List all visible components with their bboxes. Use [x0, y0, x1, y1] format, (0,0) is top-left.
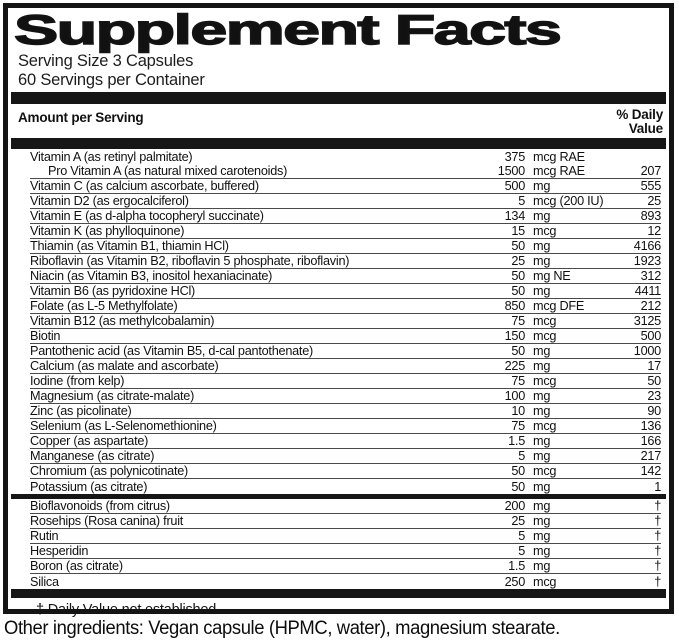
row-amount: 50	[511, 283, 525, 298]
row-daily-value: 166	[640, 433, 661, 448]
row-daily-value: 4166	[633, 238, 661, 253]
row-unit: mg	[533, 448, 551, 463]
supplement-row	[30, 389, 661, 404]
supplement-row	[30, 269, 661, 284]
row-daily-value: 4411	[634, 283, 661, 298]
row-nutrient-name: Vitamin B12 (as methylcobalamin)	[30, 313, 215, 328]
row-amount: 1500	[497, 163, 525, 178]
servings-per-container: 60 Servings per Container	[18, 70, 205, 89]
row-amount: 75	[511, 373, 525, 388]
thick-divider-top	[11, 92, 666, 104]
row-unit: mcg	[533, 463, 557, 478]
row-nutrient-name: Biotin	[30, 328, 61, 343]
row-unit: mcg	[533, 328, 557, 343]
nutrient-rows-main	[8, 149, 669, 494]
row-nutrient-name: Vitamin B6 (as pyridoxine HCl)	[30, 283, 196, 298]
supplement-row	[30, 284, 661, 299]
supplement-row	[30, 449, 661, 464]
row-amount: 200	[504, 498, 525, 513]
row-unit: mg	[533, 388, 551, 403]
row-unit: mg	[533, 528, 551, 543]
row-daily-value: †	[654, 513, 661, 528]
amount-per-serving-header: Amount per Serving	[18, 110, 144, 125]
supplement-row	[30, 299, 661, 314]
row-amount: 50	[511, 268, 525, 283]
row-daily-value: 893	[640, 208, 661, 223]
supplement-row	[30, 344, 661, 359]
row-amount: 25	[511, 513, 525, 528]
row-amount: 100	[504, 388, 525, 403]
row-unit: mg	[533, 178, 551, 193]
row-daily-value: 25	[647, 193, 661, 208]
row-amount: 5	[518, 448, 525, 463]
row-daily-value: 212	[640, 298, 661, 313]
row-amount: 500	[504, 178, 525, 193]
dv-header-line1: % Daily	[616, 107, 663, 122]
row-daily-value: 136	[640, 418, 661, 433]
row-daily-value: †	[654, 574, 661, 589]
row-amount: 225	[504, 358, 525, 373]
row-amount: 25	[511, 253, 525, 268]
row-unit: mcg RAE	[533, 163, 585, 178]
supplement-row	[30, 464, 661, 479]
row-unit: mcg	[533, 373, 557, 388]
supplement-row	[30, 194, 661, 209]
row-nutrient-name: Vitamin E (as d-alpha tocopheryl succinate)	[30, 208, 264, 223]
row-nutrient-name: Hesperidin	[30, 543, 89, 558]
row-amount: 5	[518, 543, 525, 558]
row-amount: 15	[511, 223, 525, 238]
row-nutrient-name: Thiamin (as Vitamin B1, thiamin HCl)	[30, 238, 229, 253]
row-unit: mg	[533, 208, 551, 223]
row-nutrient-name: Potassium (as citrate)	[30, 479, 148, 494]
row-amount: 850	[504, 298, 525, 313]
row-daily-value: †	[654, 528, 661, 543]
row-nutrient-name: Calcium (as malate and ascorbate)	[30, 358, 219, 373]
supplement-row	[30, 529, 661, 544]
supplement-row	[30, 329, 661, 344]
supplement-row	[30, 499, 661, 514]
row-amount: 50	[511, 463, 525, 478]
row-unit: mcg RAE	[533, 149, 585, 164]
row-nutrient-name: Bioflavonoids (from citrus)	[30, 498, 170, 513]
row-amount: 1.5	[508, 558, 525, 573]
row-nutrient-name: Silica	[30, 574, 59, 589]
supplement-row	[30, 434, 661, 449]
supplement-row	[30, 254, 661, 269]
supplement-row	[30, 544, 661, 559]
row-amount: 5	[518, 528, 525, 543]
supplement-row	[30, 209, 661, 224]
row-daily-value: 3125	[633, 313, 661, 328]
supplement-row	[30, 149, 661, 164]
dv-header-line2: Value	[628, 121, 663, 136]
supplement-row	[30, 224, 661, 239]
row-unit: mcg	[533, 313, 557, 328]
supplement-row	[30, 479, 661, 494]
thick-divider-header	[11, 138, 666, 149]
row-daily-value: †	[654, 498, 661, 513]
row-daily-value: 12	[647, 223, 661, 238]
row-nutrient-name: Rutin	[30, 528, 59, 543]
row-unit: mg	[533, 253, 551, 268]
supplement-row	[30, 359, 661, 374]
row-unit: mg	[533, 543, 551, 558]
row-amount: 75	[511, 313, 525, 328]
row-unit: mg	[533, 479, 551, 494]
row-daily-value: 142	[640, 463, 661, 478]
supplement-row	[30, 374, 661, 389]
row-daily-value: 1000	[633, 343, 661, 358]
row-amount: 150	[504, 328, 525, 343]
row-nutrient-name: Niacin (as Vitamin B3, inositol hexaniacinate)	[30, 268, 273, 283]
row-amount: 134	[504, 208, 525, 223]
row-daily-value: 90	[647, 403, 661, 418]
row-unit: mcg	[533, 418, 557, 433]
row-nutrient-name: Pro Vitamin A (as natural mixed carotenoids)	[48, 163, 288, 178]
supplement-row	[30, 559, 661, 574]
row-nutrient-name: Zinc (as picolinate)	[30, 403, 132, 418]
row-nutrient-name: Vitamin D2 (as ergocalciferol)	[30, 193, 189, 208]
nutrient-rows-botanical	[8, 499, 669, 589]
row-daily-value: †	[654, 558, 661, 573]
row-unit: mg	[533, 403, 551, 418]
row-amount: 50	[511, 343, 525, 358]
row-nutrient-name: Vitamin C (as calcium ascorbate, buffered)	[30, 178, 259, 193]
row-daily-value: 207	[640, 163, 661, 178]
row-nutrient-name: Boron (as citrate)	[30, 558, 123, 573]
row-unit: mcg DFE	[533, 298, 585, 313]
row-daily-value: 555	[640, 178, 661, 193]
other-ingredients: Other ingredients: Vegan capsule (HPMC, water), magnesium stearate.	[4, 618, 560, 639]
thick-divider-bottom	[11, 589, 666, 598]
supplement-row	[30, 314, 661, 329]
supplement-row	[30, 514, 661, 529]
row-unit: mg	[533, 343, 551, 358]
serving-size: Serving Size 3 Capsules	[18, 52, 194, 70]
row-unit: mcg (200 IU)	[533, 193, 604, 208]
row-amount: 1.5	[508, 433, 525, 448]
row-unit: mg	[533, 558, 551, 573]
column-header	[18, 108, 663, 136]
row-daily-value: 500	[640, 328, 661, 343]
daily-value-footnote: † Daily Value not established	[36, 602, 217, 618]
row-unit: mcg	[533, 574, 557, 589]
row-nutrient-name: Riboflavin (as Vitamin B2, riboflavin 5 phosphate, riboflavin)	[30, 253, 350, 268]
supplement-row	[30, 404, 661, 419]
row-nutrient-name: Selenium (as L-Selenomethionine)	[30, 418, 217, 433]
row-unit: mg NE	[533, 268, 571, 283]
row-daily-value: †	[654, 543, 661, 558]
supplement-row	[30, 239, 661, 254]
row-nutrient-name: Copper (as aspartate)	[30, 433, 149, 448]
row-nutrient-name: Iodine (from kelp)	[30, 373, 125, 388]
percent-daily-value-header	[616, 108, 663, 136]
row-amount: 375	[504, 149, 525, 164]
row-nutrient-name: Pantothenic acid (as Vitamin B5, d-cal pantothenate)	[30, 343, 313, 358]
row-unit: mcg	[533, 223, 557, 238]
row-nutrient-name: Manganese (as citrate)	[30, 448, 155, 463]
row-amount: 50	[511, 479, 525, 494]
row-daily-value: 217	[640, 448, 661, 463]
row-amount: 75	[511, 418, 525, 433]
supplement-row	[30, 574, 661, 589]
row-unit: mg	[533, 238, 551, 253]
row-daily-value: 312	[640, 268, 661, 283]
supplement-row	[30, 164, 661, 179]
supplement-row	[30, 419, 661, 434]
row-amount: 250	[504, 574, 525, 589]
row-daily-value: 23	[647, 388, 661, 403]
row-amount: 5	[518, 193, 525, 208]
row-daily-value: 1	[654, 479, 661, 494]
row-nutrient-name: Folate (as L-5 Methylfolate)	[30, 298, 178, 313]
row-daily-value: 50	[647, 373, 661, 388]
row-nutrient-name: Vitamin K (as phylloquinone)	[30, 223, 185, 238]
row-amount: 50	[511, 238, 525, 253]
row-daily-value: 1923	[633, 253, 661, 268]
row-nutrient-name: Vitamin A (as retinyl palmitate)	[30, 149, 193, 164]
row-nutrient-name: Chromium (as polynicotinate)	[30, 463, 188, 478]
row-unit: mg	[533, 283, 551, 298]
row-unit: mg	[533, 358, 551, 373]
row-unit: mg	[533, 433, 551, 448]
row-unit: mg	[533, 513, 551, 528]
row-amount: 10	[511, 403, 525, 418]
row-unit: mg	[533, 498, 551, 513]
panel-title: Supplement Facts	[14, 6, 561, 53]
row-nutrient-name: Magnesium (as citrate-malate)	[30, 388, 195, 403]
supplement-row	[30, 179, 661, 194]
row-nutrient-name: Rosehips (Rosa canina) fruit	[30, 513, 184, 528]
supplement-facts-panel	[3, 3, 674, 618]
row-daily-value: 17	[647, 358, 661, 373]
